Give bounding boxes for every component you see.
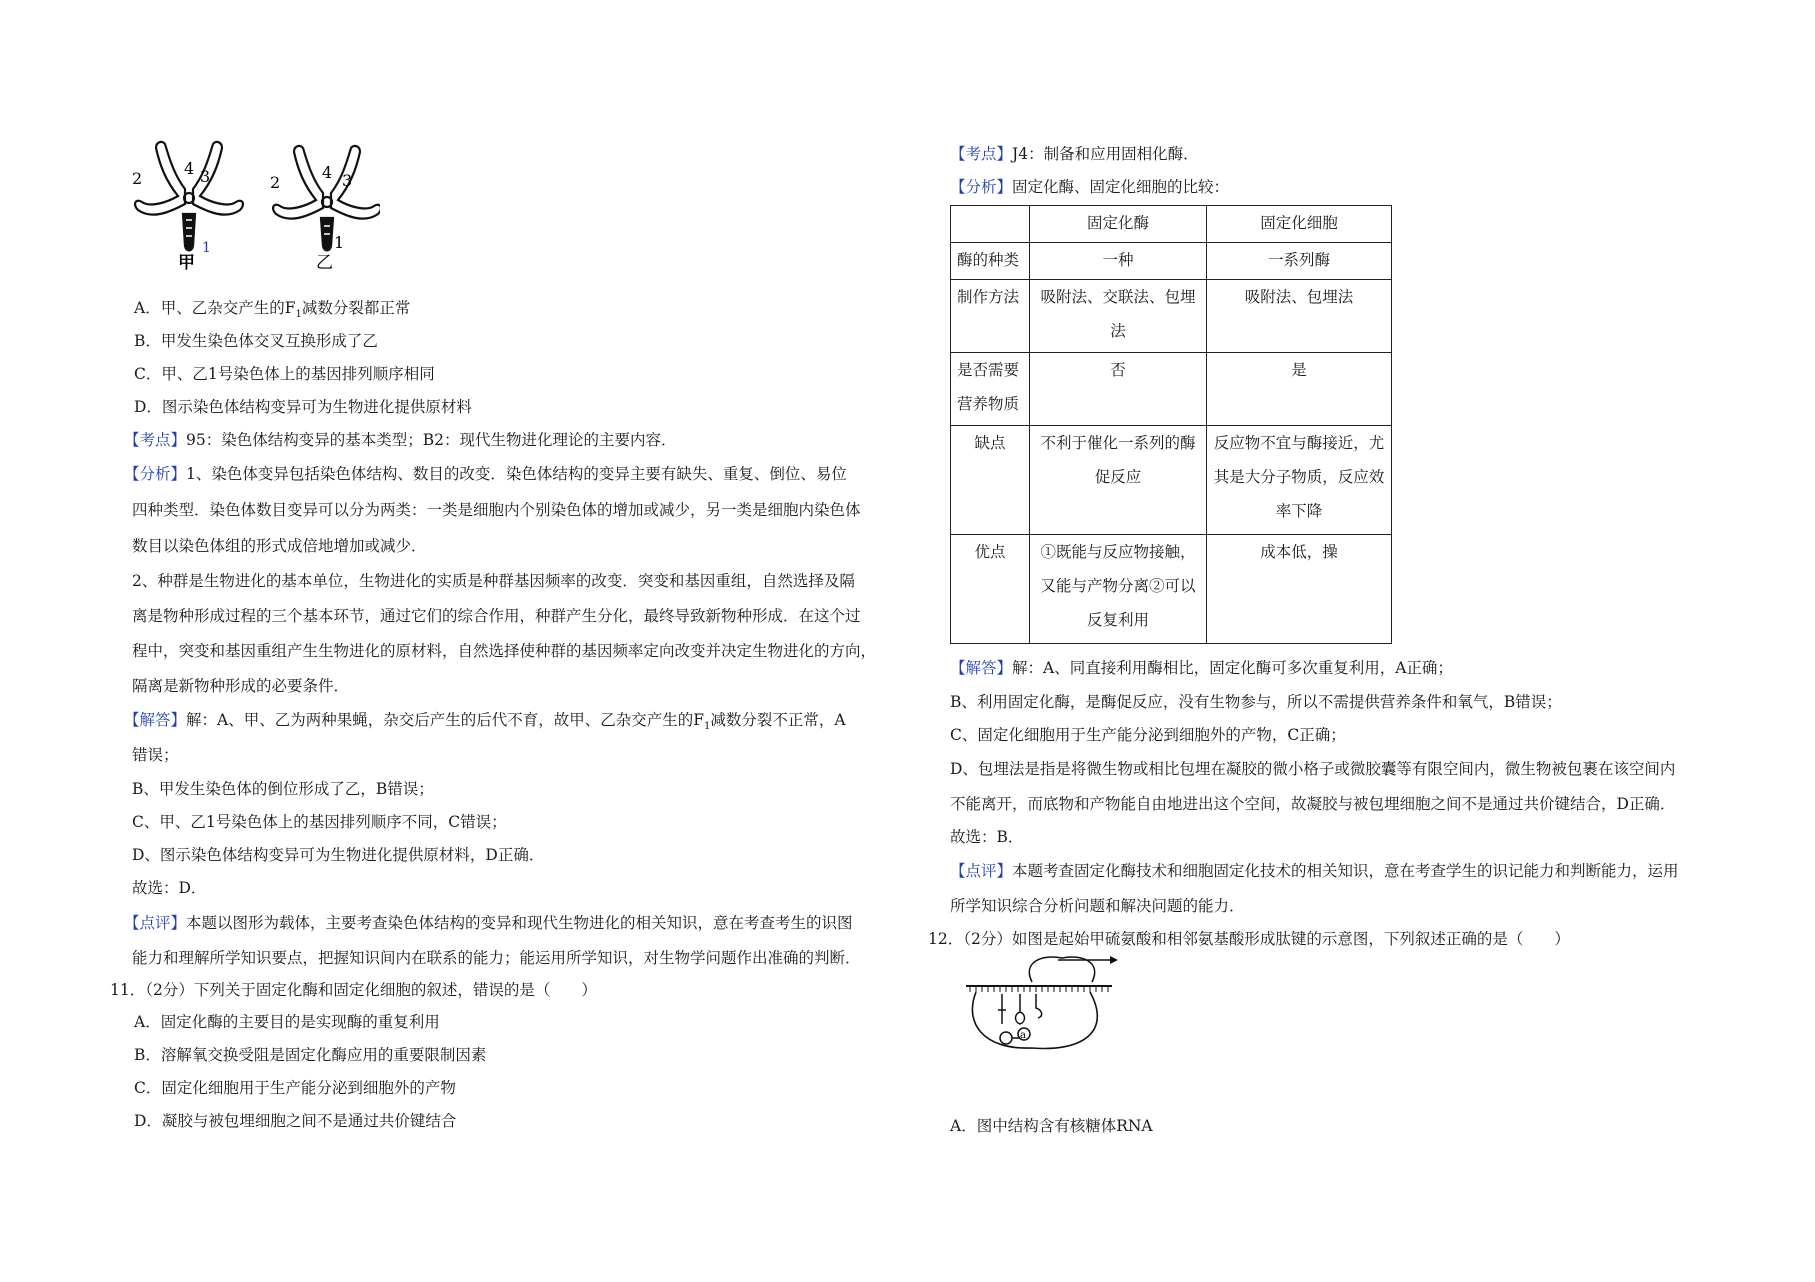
r-jieda-line-1: 【解答】解：A、同直接利用酶相比，固定化酶可多次重复利用，A正确； [950, 659, 1453, 677]
table-row [951, 243, 1392, 280]
table-cell: 不利于催化一系列的酶促反应 [1030, 426, 1207, 535]
comparison-table [950, 205, 1392, 644]
fenxi-line-6: 程中，突变和基因重组产生生物进化的原材料，自然选择使种群的基因频率定向改变并决定生物进化的方向， [132, 642, 877, 660]
chromosome-yi [273, 146, 380, 251]
q10-option-d: D．图示染色体结构变异可为生物进化提供原材料 [134, 398, 472, 416]
table-row [951, 426, 1392, 535]
q11-option-d: D．凝胶与被包埋细胞之间不是通过共价键结合 [134, 1112, 457, 1130]
jieda-line-3: B、甲发生染色体的倒位形成了乙，B错误； [132, 780, 434, 798]
jieda-line-2: 错误； [132, 746, 179, 764]
label-4-yi: 4 [322, 163, 333, 182]
r-kaodian-line: 【考点】J4：制备和应用固相化酶． [950, 145, 1199, 163]
jieda-line-4: C、甲、乙1号染色体上的基因排列顺序不同，C错误； [132, 813, 507, 831]
table-cell: 是 [1207, 353, 1392, 426]
kaodian-line: 【考点】95：染色体结构变异的基本类型；B2：现代生物进化理论的主要内容． [124, 431, 677, 449]
fenxi-line-1: 【分析】1、染色体变异包括染色体结构、数目的改变．染色体结构的变异主要有缺失、重复、倒位、易位 [124, 465, 847, 483]
dianping-line-2: 能力和理解所学知识要点，把握知识间内在联系的能力；能运用所学知识，对生物学问题作出准确的判断． [132, 949, 861, 967]
q12-head: 12．（2分）如图是起始甲硫氨酸和相邻氨基酸形成肽键的示意图，下列叙述正确的是（ ） [928, 930, 1570, 948]
r-jieda-line-4: D、包埋法是指是将微生物或相比包埋在凝胶的微小格子或微胶囊等有限空间内，微生物被包裹在该空间内 [950, 760, 1676, 778]
r-jieda-line-5: 不能离开，而底物和产物能自由地进出这个空间，故凝胶与被包埋细胞之间不是通过共价键结合，D正确． [950, 795, 1676, 813]
fenxi-line-5: 离是物种形成过程的三个基本环节，通过它们的综合作用，种群产生分化，最终导致新物种形成．在这个过 [132, 607, 861, 625]
table-cell: 否 [1030, 353, 1207, 426]
q10-option-c: C．甲、乙1号染色体上的基因排列顺序相同 [134, 365, 435, 383]
table-cell: ①既能与反应物接触，又能与产物分离②可以反复利用 [1030, 535, 1207, 644]
table-cell: 成本低，操 [1207, 535, 1392, 644]
table-row [951, 353, 1392, 426]
q11-option-c: C．固定化细胞用于生产能分泌到细胞外的产物 [134, 1079, 456, 1097]
table-row-header: 是否需要营养物质 [951, 353, 1030, 426]
table-header-cell: 固定化酶 [1030, 206, 1207, 243]
fig-label-a: a [1020, 1030, 1026, 1041]
r-jieda-line-6: 故选：B． [950, 828, 1024, 846]
jieda-line-6: 故选：D． [132, 879, 207, 897]
fenxi-line-2: 四种类型．染色体数目变异可以分为两类：一类是细胞内个别染色体的增加或减少，另一类是细胞内染色体 [132, 501, 861, 519]
table-cell: 一系列酶 [1207, 243, 1392, 280]
r-dianping-line-2: 所学知识综合分析问题和解决问题的能力． [950, 897, 1245, 915]
table-cell: 吸附法、交联法、包埋法 [1030, 280, 1207, 353]
table-header-row [951, 206, 1392, 243]
table-row-header: 缺点 [951, 426, 1030, 535]
q12-option-a: A．图中结构含有核糖体RNA [950, 1117, 1153, 1135]
table-cell: 吸附法、包埋法 [1207, 280, 1392, 353]
label-2-jia: 2 [132, 169, 143, 188]
r-jieda-line-2: B、利用固定化酶，是酶促反应，没有生物参与，所以不需提供营养条件和氧气，B错误； [950, 693, 1562, 711]
ribosome-figure [962, 952, 1132, 1064]
q10-option-b: B．甲发生染色体交叉互换形成了乙 [134, 332, 378, 350]
dianping-line-1: 【点评】本题以图形为载体，主要考查染色体结构的变异和现代生物进化的相关知识，意在考查考生的识图 [124, 914, 853, 932]
label-2-yi: 2 [270, 173, 281, 192]
r-jieda-line-3: C、固定化细胞用于生产能分泌到细胞外的产物，C正确； [950, 726, 1346, 744]
table-row-header: 酶的种类 [951, 243, 1030, 280]
q11-option-b: B．溶解氧交换受阻是固定化酶应用的重要限制因素 [134, 1046, 487, 1064]
q11-head: 11．（2分）下列关于固定化酶和固定化细胞的叙述，错误的是（ ） [110, 981, 597, 999]
q10-option-a: A．甲、乙杂交产生的$F_1$减数分裂都正常 [134, 299, 411, 321]
fenxi-line-3: 数目以染色体组的形式成倍地增加或减少． [132, 537, 427, 555]
jieda-line-1: 【解答】解：A、甲、乙为两种果蝇，杂交后产生的后代不育，故甲、乙杂交产生的$F_1$减数分裂不正常，A [124, 711, 846, 733]
table-row [951, 535, 1392, 644]
label-3-yi: 3 [342, 171, 353, 190]
r-dianping-line-1: 【点评】本题考查固定化酶技术和细胞固定化技术的相关知识，意在考查学生的识记能力和判断能力，运用 [950, 862, 1679, 880]
label-3-jia: 3 [200, 167, 211, 186]
label-1-yi: 1 [334, 233, 345, 252]
table-header-cell [951, 206, 1030, 243]
label-yi: 乙 [316, 253, 333, 272]
label-jia: 甲 [178, 253, 195, 272]
chromosome-figure [130, 136, 380, 272]
fenxi-line-4: 2、种群是生物进化的基本单位，生物进化的实质是种群基因频率的改变．突变和基因重组，自然选择及隔 [132, 572, 855, 590]
table-header-cell: 固定化细胞 [1207, 206, 1392, 243]
table-row-header: 制作方法 [951, 280, 1030, 353]
label-1-jia: 1 [202, 240, 211, 256]
table-row-header: 优点 [951, 535, 1030, 644]
label-4-jia: 4 [184, 159, 195, 178]
jieda-line-5: D、图示染色体结构变异可为生物进化提供原材料，D正确． [132, 846, 545, 864]
fenxi-line-7: 隔离是新物种形成的必要条件． [132, 677, 350, 695]
table-cell: 反应物不宜与酶接近，尤其是大分子物质，反应效率下降 [1207, 426, 1392, 535]
table-cell: 一种 [1030, 243, 1207, 280]
q11-option-a: A．固定化酶的主要目的是实现酶的重复利用 [134, 1013, 440, 1031]
r-fenxi-line: 【分析】固定化酶、固定化细胞的比较： [950, 178, 1230, 196]
table-row [951, 280, 1392, 353]
